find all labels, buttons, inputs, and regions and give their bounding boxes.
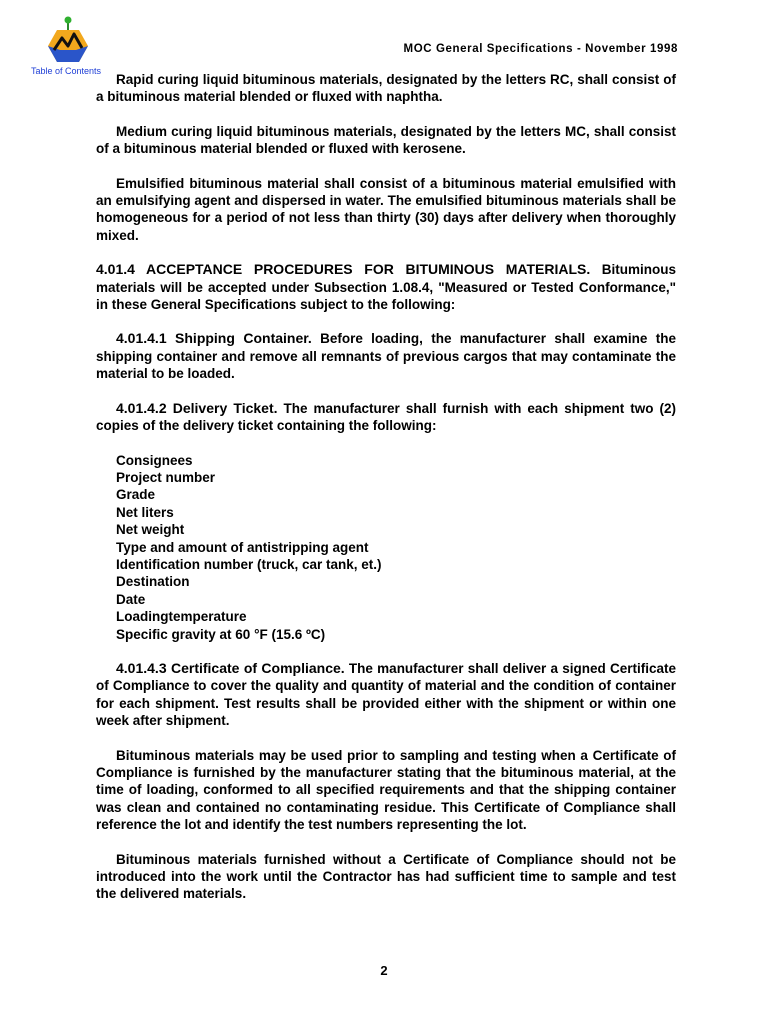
list-item: Grade [116, 487, 156, 503]
section-body: Bituminous materials will be accepted under Subsection 1.08.4, "Measured or Tested Conformance," in these General Specifications subject to the following: [96, 262, 676, 313]
paragraph-prior-use: Bituminous materials may be used prior to sampling and testing when a Certificate of Compliance is furnished by the manufacturer stating that the bituminous material, at the time of loading, conformed to all specified requirements and that the shipping container was clean and contained no contaminating residue. This Certificate of Compliance shall reference the lot and identify the test numbers representing the lot. [96, 747, 676, 833]
list-item: Destination [116, 574, 190, 590]
section-heading: 4.01.4 ACCEPTANCE PROCEDURES FOR BITUMINOUS MATERIALS. [96, 261, 591, 278]
section-heading: 4.01.4.3 Certificate of Compliance. [116, 659, 345, 676]
section-body: The manufacturer shall deliver a signed Certificate of Compliance to cover the quality and quantity of material and the condition of container for each shipment. Test results shall be provided either with the shipment or within one week after shipment. [96, 660, 676, 729]
list-item: Net liters [116, 504, 174, 520]
list-item: Specific gravity at 60 °F (15.6 ºC) [116, 626, 326, 642]
list-item: Identification number (truck, car tank, et.) [116, 556, 382, 572]
list-item: Net weight [116, 522, 185, 538]
logo-icon [46, 16, 90, 66]
section-heading: 4.01.4.2 Delivery Ticket. [116, 399, 278, 416]
document-body [96, 71, 676, 920]
list-item: Project number [116, 469, 216, 485]
list-item: Date [116, 591, 146, 607]
table-of-contents-link[interactable]: Table of Contents [31, 66, 102, 76]
section-4-01-4 [96, 261, 676, 313]
section-4-01-4-1 [96, 330, 676, 382]
page-number: 2 [380, 963, 388, 978]
paragraph-rc: Rapid curing liquid bituminous materials, designated by the letters RC, shall consist of a bituminous material blended or fluxed with naphtha. [96, 72, 676, 105]
paragraph-mc: Medium curing liquid bituminous materials, designated by the letters MC, shall consist of a bituminous material blended or fluxed with kerosene. [96, 123, 676, 157]
list-item: Type and amount of antistripping agent [116, 539, 369, 555]
section-heading: 4.01.4.1 Shipping Container. [116, 330, 312, 347]
page-header: MOC General Specifications - November 1998 [403, 43, 678, 55]
section-4-01-4-2 [96, 400, 676, 435]
paragraph-emulsified: Emulsified bituminous material shall consist of a bituminous material emulsified with an emulsifying agent and dispersed in water. The emulsified bituminous materials shall be homogeneous for a period of not less than thirty (30) days after delivery when thoroughly mixed. [96, 175, 676, 243]
delivery-ticket-list [116, 452, 676, 643]
paragraph-without-cert: Bituminous materials furnished without a Certificate of Compliance should not be introduced into the work until the Contractor has had sufficient time to sample and test the delivered materials. [96, 851, 676, 902]
list-item: Consignees [116, 452, 193, 468]
section-4-01-4-3 [96, 660, 676, 730]
section-body: The manufacturer shall furnish with each shipment two (2) copies of the delivery ticket containing the following: [96, 400, 676, 434]
section-body: Before loading, the manufacturer shall examine the shipping container and remove all remnants of previous cargos that may contaminate the material to be loaded. [96, 331, 676, 382]
list-item: Loadingtemperature [116, 609, 247, 625]
